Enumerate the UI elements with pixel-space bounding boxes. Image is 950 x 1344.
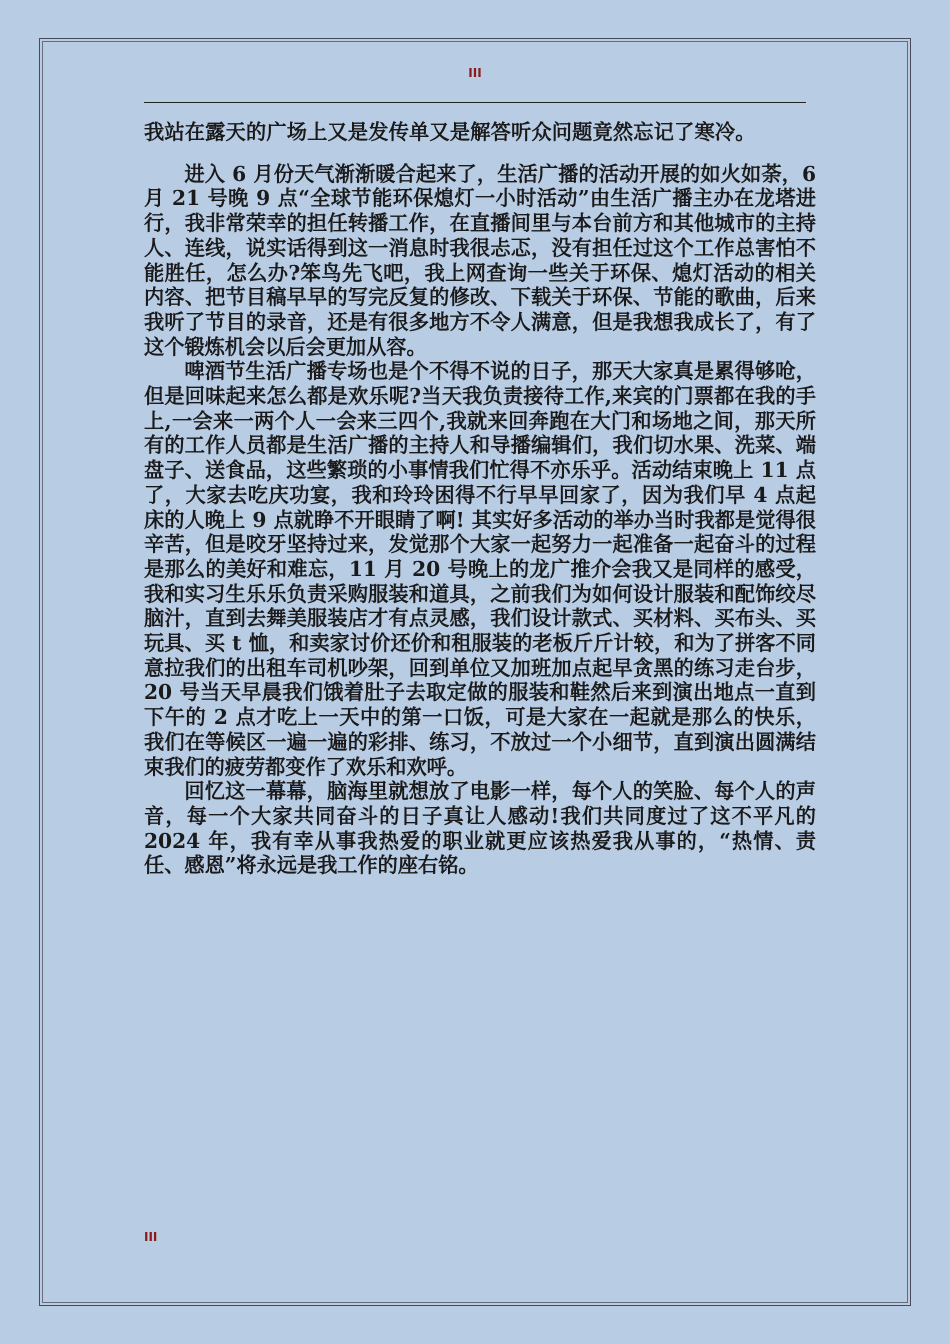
paragraph-1: 进入 6 月份天气渐渐暖合起来了，生活广播的活动开展的如火如荼，6 月 21 号晚 9 点“全球节能环保熄灯一小时活动”由生活广播主办在龙塔进行，我非常荣幸的担任转播工作，在直播间里与本台前方和其他城市的主持人、连线，说实话得到这一消息时我很忐忑，没有担任过这个工作总害怕不能胜任，怎么办?笨鸟先飞吧，我上网查询一些关于环保、熄灯活动的相关内容、把节目稿早早的写完反复的修改、下载关于环保、节能的歌曲，后来我听了节目的录音，还是有很多地方不令人满意，但是我想我成长了，有了这个锻炼机会以后会更加从容。: [144, 161, 816, 359]
continued-line: 我站在露天的广场上又是发传单又是解答听众问题竟然忘记了寒冷。: [144, 120, 756, 144]
header-mark: III: [468, 66, 482, 80]
paragraph-2: 啤酒节生活广播专场也是个不得不说的日子，那天大家真是累得够呛，但是回味起来怎么都是欢乐呢?当天我负责接待工作,来宾的门票都在我的手上,一会来一两个人一会来三四个,我就来回奔跑在大门和场地之间，那天所有的工作人员都是生活广播的主持人和导播编辑们，我们切水果、洗菜、端盘子、送食品，这些繁琐的小事情我们忙得不亦乐乎。活动结束晚上 11 点了，大家去吃庆功宴，我和玲玲困得不行早早回家了，因为我们早 4 点起床的人晚上 9 点就睁不开眼睛了啊! 其实好多活动的举办当时我都是觉得很辛苦，但是咬牙坚持过来，发觉那个大家一起努力一起准备一起奋斗的过程是那么的美好和难忘，11 月 20 号晚上的龙广推介会我又是同样的感受，我和实习生乐乐负责采购服装和道具，之前我们为如何设计服装和配饰绞尽脑汁，直到去舞美服装店才有点灵感，我们设计款式、买材料、买布头、买玩具、买 t 恤，和卖家讨价还价和租服装的老板斤斤计较，和为了拼客不同意拉我们的出租车司机吵架，回到单位又加班加点起早贪黑的练习走台步，20 号当天早晨我们饿着肚子去取定做的服装和鞋然后来到演出地点一直到下午的 2 点才吃上一天中的第一口饭，可是大家在一起就是那么的快乐，我们在等候区一遍一遍的彩排、练习，不放过一个小细节，直到演出圆满结束我们的疲劳都变作了欢乐和欢呼。: [144, 359, 816, 779]
footer-mark: III: [144, 1230, 158, 1244]
paragraph-3: 回忆这一幕幕，脑海里就想放了电影一样，每个人的笑脸、每个人的声音，每一个大家共同奋斗的日子真让人感动!我们共同度过了这不平凡的 2024 年，我有幸从事我热爱的职业就更应该热爱我从事的，“热情、责任、感恩”将永远是我工作的座右铭。: [144, 779, 816, 878]
document-body: [144, 120, 816, 878]
header-divider: [144, 102, 806, 103]
